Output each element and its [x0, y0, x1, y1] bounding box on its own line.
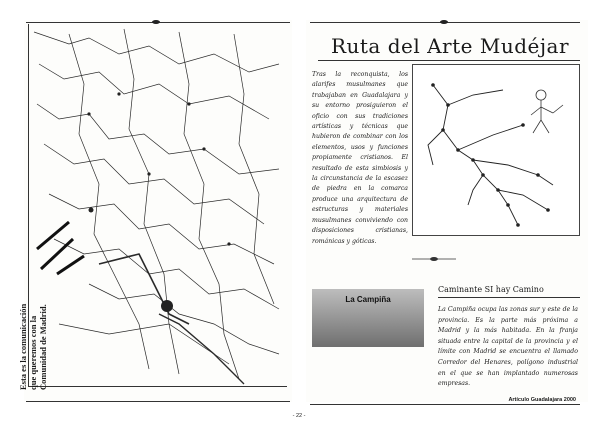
map-caption-text: Esta es la comunicación que queremos con la Comunidad de Madrid. [18, 303, 48, 390]
top-ornament-right [440, 20, 448, 24]
footer-credit: Artículo Guadalajara 2000 [508, 397, 576, 403]
title-underline [318, 60, 580, 61]
photo-caption: La Campiña [345, 295, 391, 304]
campina-photo [312, 289, 424, 347]
section-paragraph: La Campiña ocupa las zonas sur y este de la provincia. Es la parte más próxima a Madrid y la más habitada. En la franja situada entre la capital de la provincia y el límite con Madrid se encuentra el llamado Corredor del Henares, polígono industrial en el que se han implantado numerosas empresas. [438, 306, 578, 388]
divider-ornament [412, 256, 456, 262]
page-number: - 22 - [292, 413, 306, 419]
bottom-rule-left [26, 401, 290, 402]
route-map-drawing [413, 65, 579, 235]
route-map [412, 64, 580, 236]
page-title: Ruta del Arte Mudéjar [330, 34, 570, 58]
intro-paragraph: Tras la reconquista, los alarifes musulmanes que trabajaban en Guadalajara y su entorno prosiguieron el oficio con sus tradiciones artísticas y técnicas que hubieron de combinar con los elementos, usos y funciones propiamente cristianos. El resultado de esta simbiosis y la circunstancia de la escasez de piedra en la comarca produce una arquitectura de estructuras y materiales musulmanes conviviendo con disposiciones cristianas, románicas y góticas. [312, 71, 408, 245]
bottom-rule-right [310, 404, 580, 405]
map-caption [18, 300, 108, 390]
section-title: Caminante SI hay Camino [438, 285, 544, 294]
section-underline [438, 297, 580, 298]
